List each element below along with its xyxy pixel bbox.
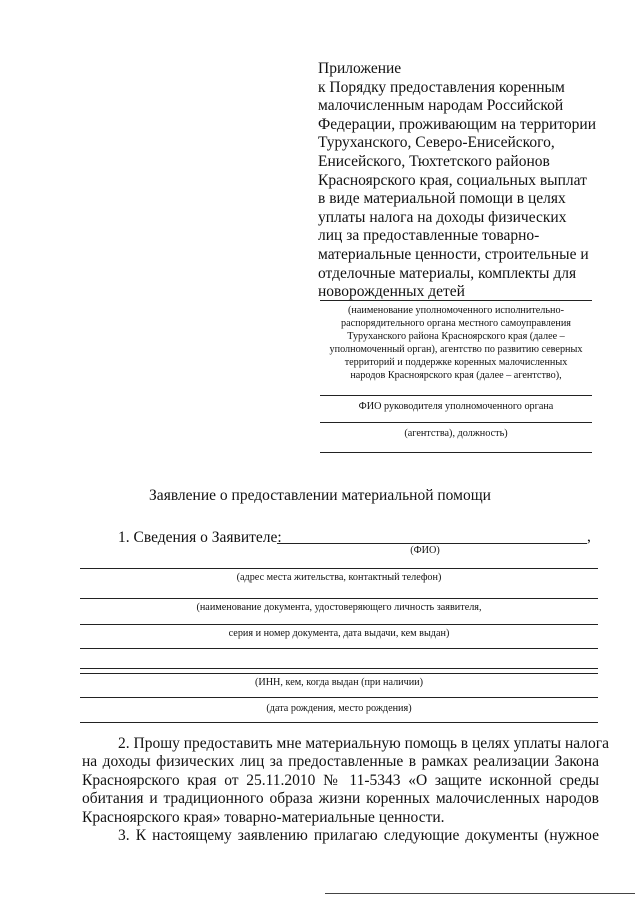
organ-caption-line: распорядительного органа местного самоуправления (341, 318, 571, 329)
address-field[interactable] (80, 568, 598, 569)
section2-line: Красноярского края от 25.11.2010 № 11-5343 «О защите исконной среды (82, 771, 599, 789)
organ-caption-line: уполномоченный орган), агентство по развитию северных (329, 344, 583, 355)
appendix-line: Туруханского, Северо-Енисейского, (318, 134, 555, 152)
appendix-line: в виде материальной помощи в целях (318, 190, 566, 208)
organ-caption-line: Туруханского района Красноярского края (далее – (347, 331, 565, 342)
id-series-caption: серия и номер документа, дата выдачи, кем выдан) (228, 628, 450, 639)
section3-paragraph (82, 827, 599, 845)
appendix-line: уплаты налога на доходы физических (318, 208, 567, 226)
appendix-line: новорожденных детей (318, 283, 465, 301)
appendix-line: Енисейского, Тюхтетского районов (318, 152, 550, 170)
section1-label: 1. Сведения о Заявителе: (118, 529, 282, 546)
organ-caption-line: народов Красноярского края (далее – агентство), (350, 370, 562, 381)
address-caption: (адрес места жительства, контактный телефон) (236, 572, 442, 583)
appendix-line: лиц за предоставленные товарно- (318, 227, 540, 245)
section2-line: Красноярского края» товарно-материальные ценности. (82, 808, 445, 826)
organ-caption-line: (наименование уполномоченного исполнительно- (348, 305, 564, 316)
appendix-line: малочисленным народам Российской (318, 97, 564, 115)
document-title: Заявление о предоставлении материальной помощи (149, 487, 491, 504)
section1-comma: , (587, 528, 591, 545)
id-doc-caption: (наименование документа, удостоверяющего личность заявителя, (196, 602, 482, 613)
inn-field[interactable] (80, 673, 598, 674)
section2-line: на доходы физических лиц за предоставленные в рамках реализации Закона (82, 753, 599, 771)
appendix-line: Федерации, проживающим на территории (318, 115, 597, 133)
position-caption: (агентства), должность) (404, 428, 508, 439)
id-series-field[interactable] (80, 624, 598, 625)
appendix-header (318, 60, 608, 302)
fio-field[interactable] (277, 543, 587, 544)
appendix-line: Красноярского края, социальных выплат (318, 171, 587, 189)
extra-field[interactable] (320, 452, 592, 453)
extra-line-2[interactable] (80, 668, 598, 669)
section3-line: 3. К настоящему заявлению прилагаю следующие документы (нужное (118, 827, 599, 844)
inn-caption: (ИНН, кем, когда выдан (при наличии) (254, 677, 424, 688)
section2-paragraph (82, 735, 610, 827)
appendix-line: к Порядку предоставления коренным (318, 78, 565, 96)
section2-line: обитания и традиционного образа жизни коренных малочисленных народов (82, 790, 599, 808)
fio-caption: (ФИО) (410, 545, 440, 556)
birth-caption: (дата рождения, место рождения) (266, 703, 412, 714)
head-caption: ФИО руководителя уполномоченного органа (358, 401, 554, 412)
appendix-line: Приложение (318, 60, 402, 77)
section2-line: 2. Прошу предоставить мне материальную помощь в целях уплаты налога (118, 735, 610, 752)
extra-line-1[interactable] (80, 648, 598, 649)
birth-field[interactable] (80, 697, 598, 698)
appendix-line: отделочные материалы, комплекты для (318, 264, 577, 282)
organ-caption-line: территорий и поддержке коренных малочисленных (344, 357, 568, 368)
extra-line-3[interactable] (80, 722, 598, 723)
appendix-line: материальные ценности, строительные и (318, 245, 589, 263)
position-field[interactable] (320, 422, 592, 423)
id-doc-field[interactable] (80, 598, 598, 599)
head-name-field[interactable] (320, 395, 592, 396)
organ-name-field[interactable] (320, 300, 592, 301)
page-bottom-line (325, 893, 635, 894)
